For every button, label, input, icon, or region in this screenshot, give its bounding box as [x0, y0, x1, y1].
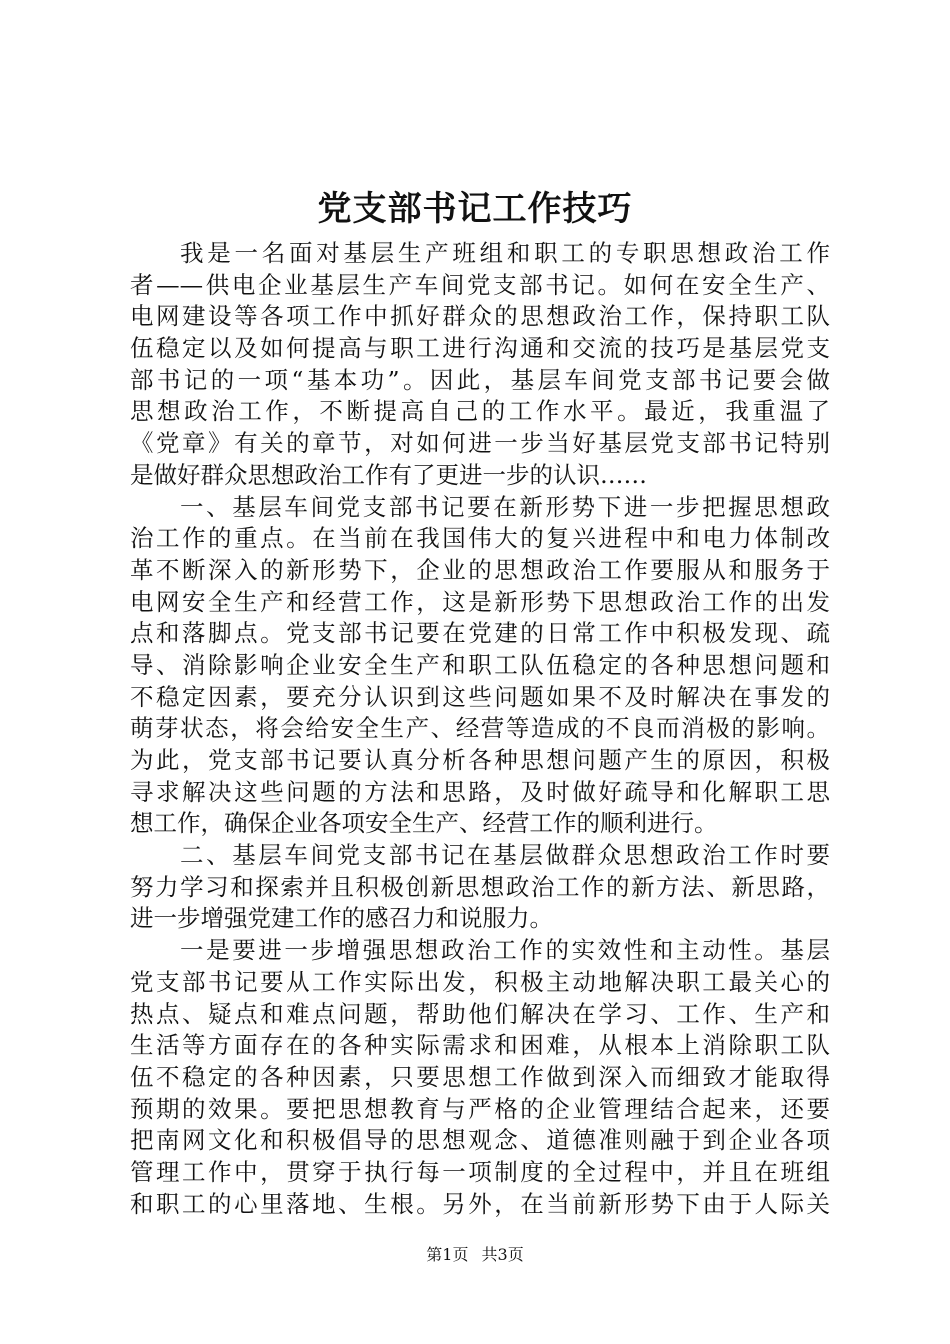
text-line: 者——供电企业基层生产车间党支部书记。如何在安全生产、 — [130, 270, 830, 299]
text-line: 党支部书记要从工作实际出发，积极主动地解决职工最关心的 — [130, 967, 830, 996]
text-line: 寻求解决这些问题的方法和思路，及时做好疏导和化解职工思 — [130, 777, 830, 806]
text-line: 热点、疑点和难点问题，帮助他们解决在学习、工作、生产和 — [130, 999, 830, 1028]
text-line: 思想政治工作，不断提高自己的工作水平。最近，我重温了 — [130, 397, 830, 426]
text-line: 和职工的心里落地、生根。另外，在当前新形势下由于人际关 — [130, 1189, 830, 1218]
document-body — [130, 238, 830, 1220]
text-line: 管理工作中，贯穿于执行每一项制度的全过程中，并且在班组 — [130, 1157, 830, 1186]
document-title: 党支部书记工作技巧 — [317, 189, 633, 229]
text-line: 不稳定因素，要充分认识到这些问题如果不及时解决在事发的 — [130, 682, 830, 711]
text-line: 努力学习和探索并且积极创新思想政治工作的新方法、新思路， — [130, 872, 830, 901]
text-line: 电网安全生产和经营工作，这是新形势下思想政治工作的出发 — [130, 587, 830, 616]
page-total: 共3页 — [481, 1245, 524, 1264]
text-line: 《党章》有关的章节，对如何进一步当好基层党支部书记特别 — [130, 429, 830, 458]
text-line: 伍稳定以及如何提高与职工进行沟通和交流的技巧是基层党支 — [130, 334, 830, 363]
text-line: 点和落脚点。党支部书记要在党建的日常工作中积极发现、疏 — [130, 619, 830, 648]
text-line: 一是要进一步增强思想政治工作的实效性和主动性。基层 — [180, 936, 830, 965]
text-line: 想工作，确保企业各项安全生产、经营工作的顺利进行。 — [130, 809, 718, 838]
text-line: 二、基层车间党支部书记在基层做群众思想政治工作时要 — [180, 841, 830, 870]
text-line: 部书记的一项“基本功”。因此，基层车间党支部书记要会做 — [130, 365, 830, 394]
text-line: 萌芽状态，将会给安全生产、经营等造成的不良而消极的影响。 — [130, 714, 830, 743]
text-line: 革不断深入的新形势下，企业的思想政治工作要服从和服务于 — [130, 555, 830, 584]
text-line: 导、消除影响企业安全生产和职工队伍稳定的各种思想问题和 — [130, 650, 830, 679]
text-line: 伍不稳定的各种因素，只要思想工作做到深入而细致才能取得 — [130, 1062, 830, 1091]
text-line: 预期的效果。要把思想教育与严格的企业管理结合起来，还要 — [130, 1094, 830, 1123]
text-line: 治工作的重点。在当前在我国伟大的复兴进程中和电力体制改 — [130, 524, 830, 553]
page-footer — [0, 1245, 950, 1265]
text-line: 电网建设等各项工作中抓好群众的思想政治工作，保持职工队 — [130, 302, 830, 331]
text-line: 是做好群众思想政治工作有了更进一步的认识…… — [130, 460, 647, 489]
text-line: 进一步增强党建工作的感召力和说服力。 — [130, 904, 553, 933]
text-line: 把南网文化和积极倡导的思想观念、道德准则融于到企业各项 — [130, 1126, 830, 1155]
page-number: 第1页 — [426, 1245, 469, 1264]
text-line: 生活等方面存在的各种实际需求和困难，从根本上消除职工队 — [130, 1031, 830, 1060]
text-line: 我是一名面对基层生产班组和职工的专职思想政治工作 — [180, 239, 830, 267]
text-line: 为此，党支部书记要认真分析各种思想问题产生的原因，积极 — [130, 746, 830, 774]
text-line: 一、基层车间党支部书记要在新形势下进一步把握思想政 — [180, 492, 830, 521]
